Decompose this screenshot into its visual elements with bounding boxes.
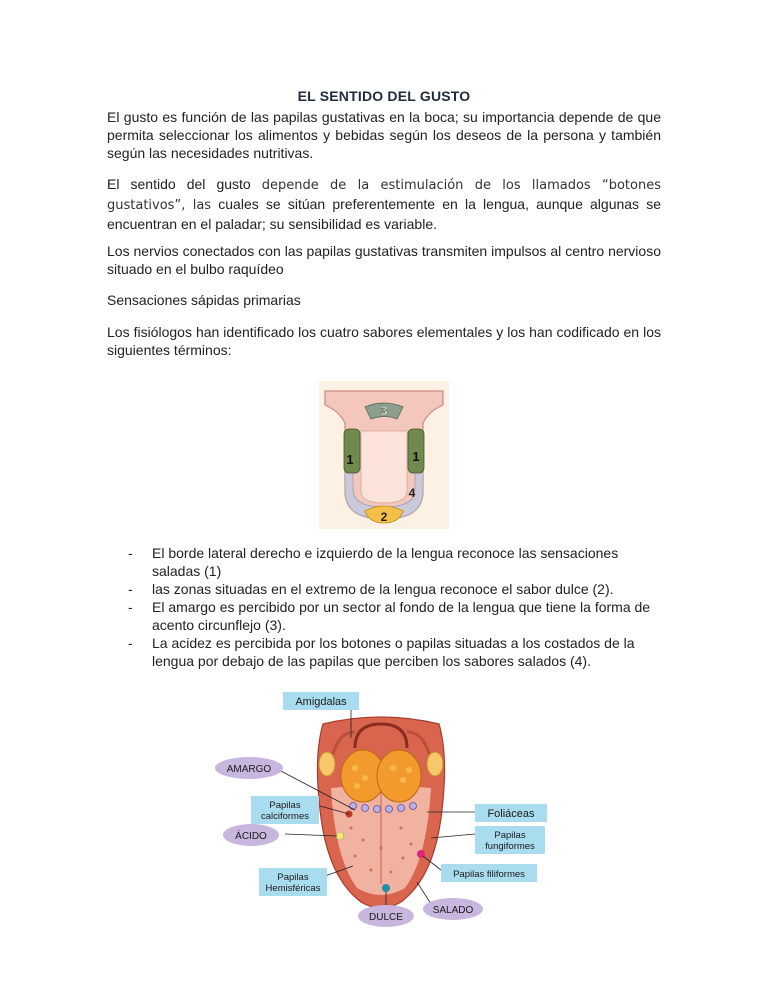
left-tonsil [319,752,335,776]
paragraph-5: Los fisiólogos han identificado los cuatro sabores elementales y los han codificado en los siguientes términos: [107,324,661,358]
hemisfericas-label-line2: Hemisféricas [265,883,321,894]
dulce-label: DULCE [369,912,403,923]
taste-zones-list [128,544,668,670]
fungiformes-label-line2: fungiformes [485,841,535,852]
label-zone-3: 3 [380,403,388,418]
label-zone-1-right: 1 [412,449,420,464]
paragraph-3: Los nervios conectados con las papilas gustativas transmiten impulsos al centro nervioso situado en el bulbo raquídeo [107,243,661,277]
salado-label: SALADO [432,905,474,916]
paragraph-2-part-b: depende de la estimulación de los llamados “botones gustativos”, las [107,178,661,213]
foliaceas-label: Foliáceas [487,808,535,820]
list-item: - El amargo es percibido por un sector al fondo de la lengua que tiene la forma de acento circunflejo (3). [128,599,651,633]
right-tonsil [427,752,443,776]
amigdalas-label: Amigdalas [295,696,347,708]
taste-map-figure [319,381,449,529]
list-item: - las zonas situadas en el extremo de la lengua reconoce el sabor dulce (2). [128,581,614,597]
acido-label: ÁCIDO [235,831,267,842]
sweet-marker [382,884,390,892]
paragraph-2 [107,175,661,233]
label-zone-1-left: 1 [346,452,354,467]
paragraph-1: El gusto es función de las papilas gustativas en la boca; su importancia depende de que permita seleccionar los alimentos y bebidas según los deseos de la persona y también según las necesidades nutritivas. [107,109,661,161]
filiformes-label: Papilas filiformes [453,869,525,880]
lingual-tonsil-right [377,750,421,802]
list-item: - La acidez es percibida por los botones o papilas situadas a los costados de la lengua por debajo de las papilas que perciben los sabores salados (4). [128,635,635,669]
document-title: EL SENTIDO DEL GUSTO [297,88,471,104]
paragraph-2-part-c: cuales se sitúan preferentemente en la lengua, aunque algunas se encuentran en el paladar; su sensibilidad es variable. [107,196,662,232]
paragraph-4: Sensaciones sápidas primarias [107,292,301,308]
tongue-center [361,431,407,503]
paragraph-2-part-a: El sentido del gusto [107,176,262,192]
fungiformes-label-line1: Papilas [494,830,526,841]
label-zone-2: 2 [380,510,388,524]
hemisfericas-label-line1: Papilas [277,872,309,883]
tongue-anatomy-figure [205,688,555,928]
label-zone-4: 4 [408,486,416,500]
acid-marker [336,832,344,840]
list-item: - El borde lateral derecho e izquierdo de la lengua reconoce las sensaciones saladas (1) [128,545,619,579]
calciformes-label-line1: Papilas [269,800,301,811]
calciformes-label-line2: calciformes [260,811,310,822]
amargo-label: AMARGO [226,764,272,775]
